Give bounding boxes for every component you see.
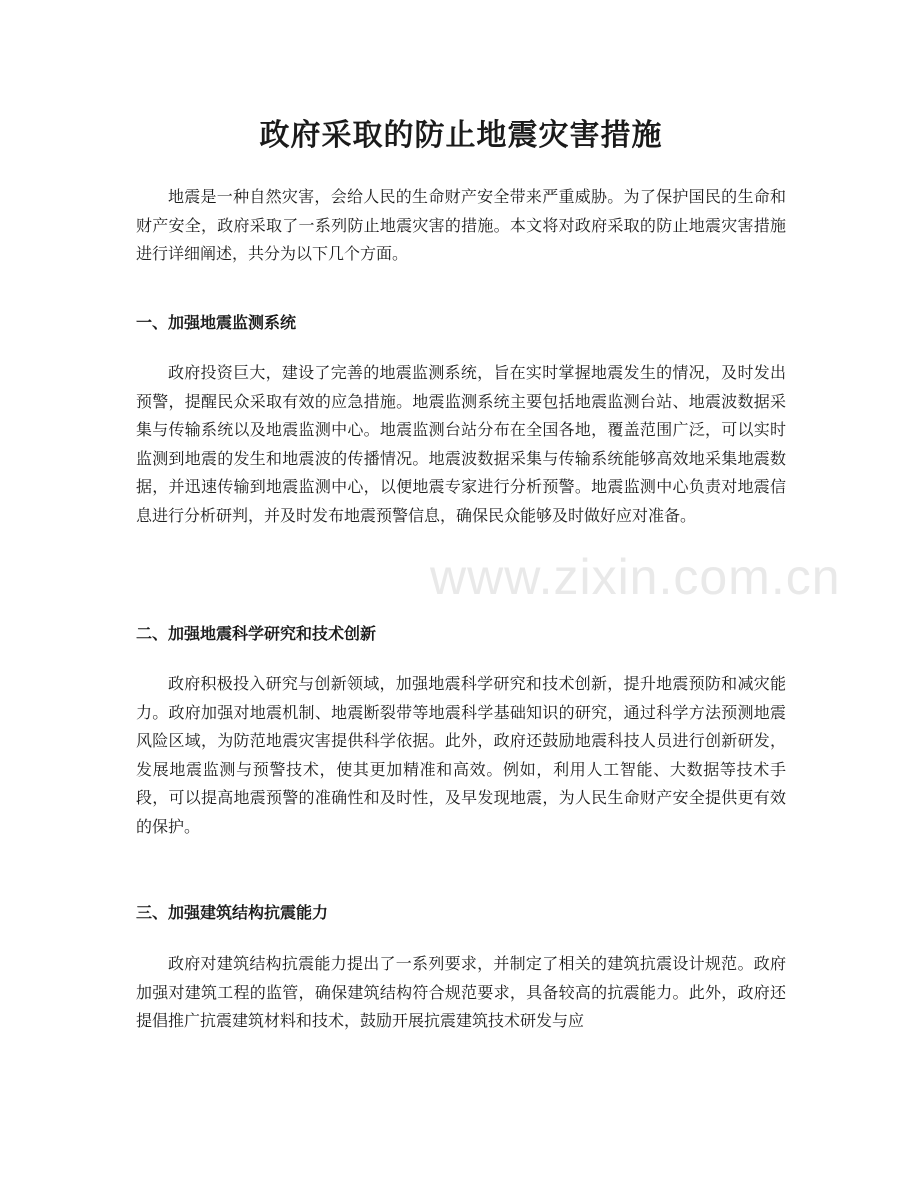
section-heading-1: 一、加强地震监测系统 <box>136 313 297 332</box>
section-body-1: 政府投资巨大，建设了完善的地震监测系统，旨在实时掌握地震发生的情况，及时发出预警，提醒民众采取有效的应急措施。地震监测系统主要包括地震监测台站、地震波数据采集与传输系统以及地震监测中心。地震监测台站分布在全国各地，覆盖范围广泛，可以实时监测到地震的发生和地震波的传播情况。地震波数据采集与传输系统能够高效地采集地震数据，并迅速传输到地震监测中心，以便地震专家进行分析预警。地震监测中心负责对地震信息进行分析研判，并及时发布地震预警信息，确保民众能够及时做好应对准备。 <box>136 363 786 525</box>
page-title: 政府采取的防止地震灾害措施 <box>259 118 663 153</box>
section-heading-2: 二、加强地震科学研究和技术创新 <box>136 624 377 643</box>
section-heading-3: 三、加强建筑结构抗震能力 <box>136 903 329 922</box>
section-body-2: 政府积极投入研究与创新领域，加强地震科学研究和技术创新，提升地震预防和减灾能力。政府加强对地震机制、地震断裂带等地震科学基础知识的研究，通过科学方法预测地震风险区域，为防范地震灾害提供科学依据。此外，政府还鼓励地震科技人员进行创新研发，发展地震监测与预警技术，使其更加精准和高效。例如，利用人工智能、大数据等技术手段，可以提高地震预警的准确性和及时性，及早发现地震，为人民生命财产安全提供更有效的保护。 <box>136 674 786 836</box>
section-body-3: 政府对建筑结构抗震能力提出了一系列要求，并制定了相关的建筑抗震设计规范。政府加强对建筑工程的监管，确保建筑结构符合规范要求，具备较高的抗震能力。此外，政府还提倡推广抗震建筑材料和技术，鼓励开展抗震建筑技术研发与应 <box>136 954 786 1030</box>
intro-paragraph: 地震是一种自然灾害，会给人民的生命财产安全带来严重威胁。为了保护国民的生命和财产安全，政府采取了一系列防止地震灾害的措施。本文将对政府采取的防止地震灾害措施进行详细阐述，共分为以下几个方面。 <box>136 187 786 263</box>
watermark: www.zixin.com.cn <box>430 549 841 605</box>
